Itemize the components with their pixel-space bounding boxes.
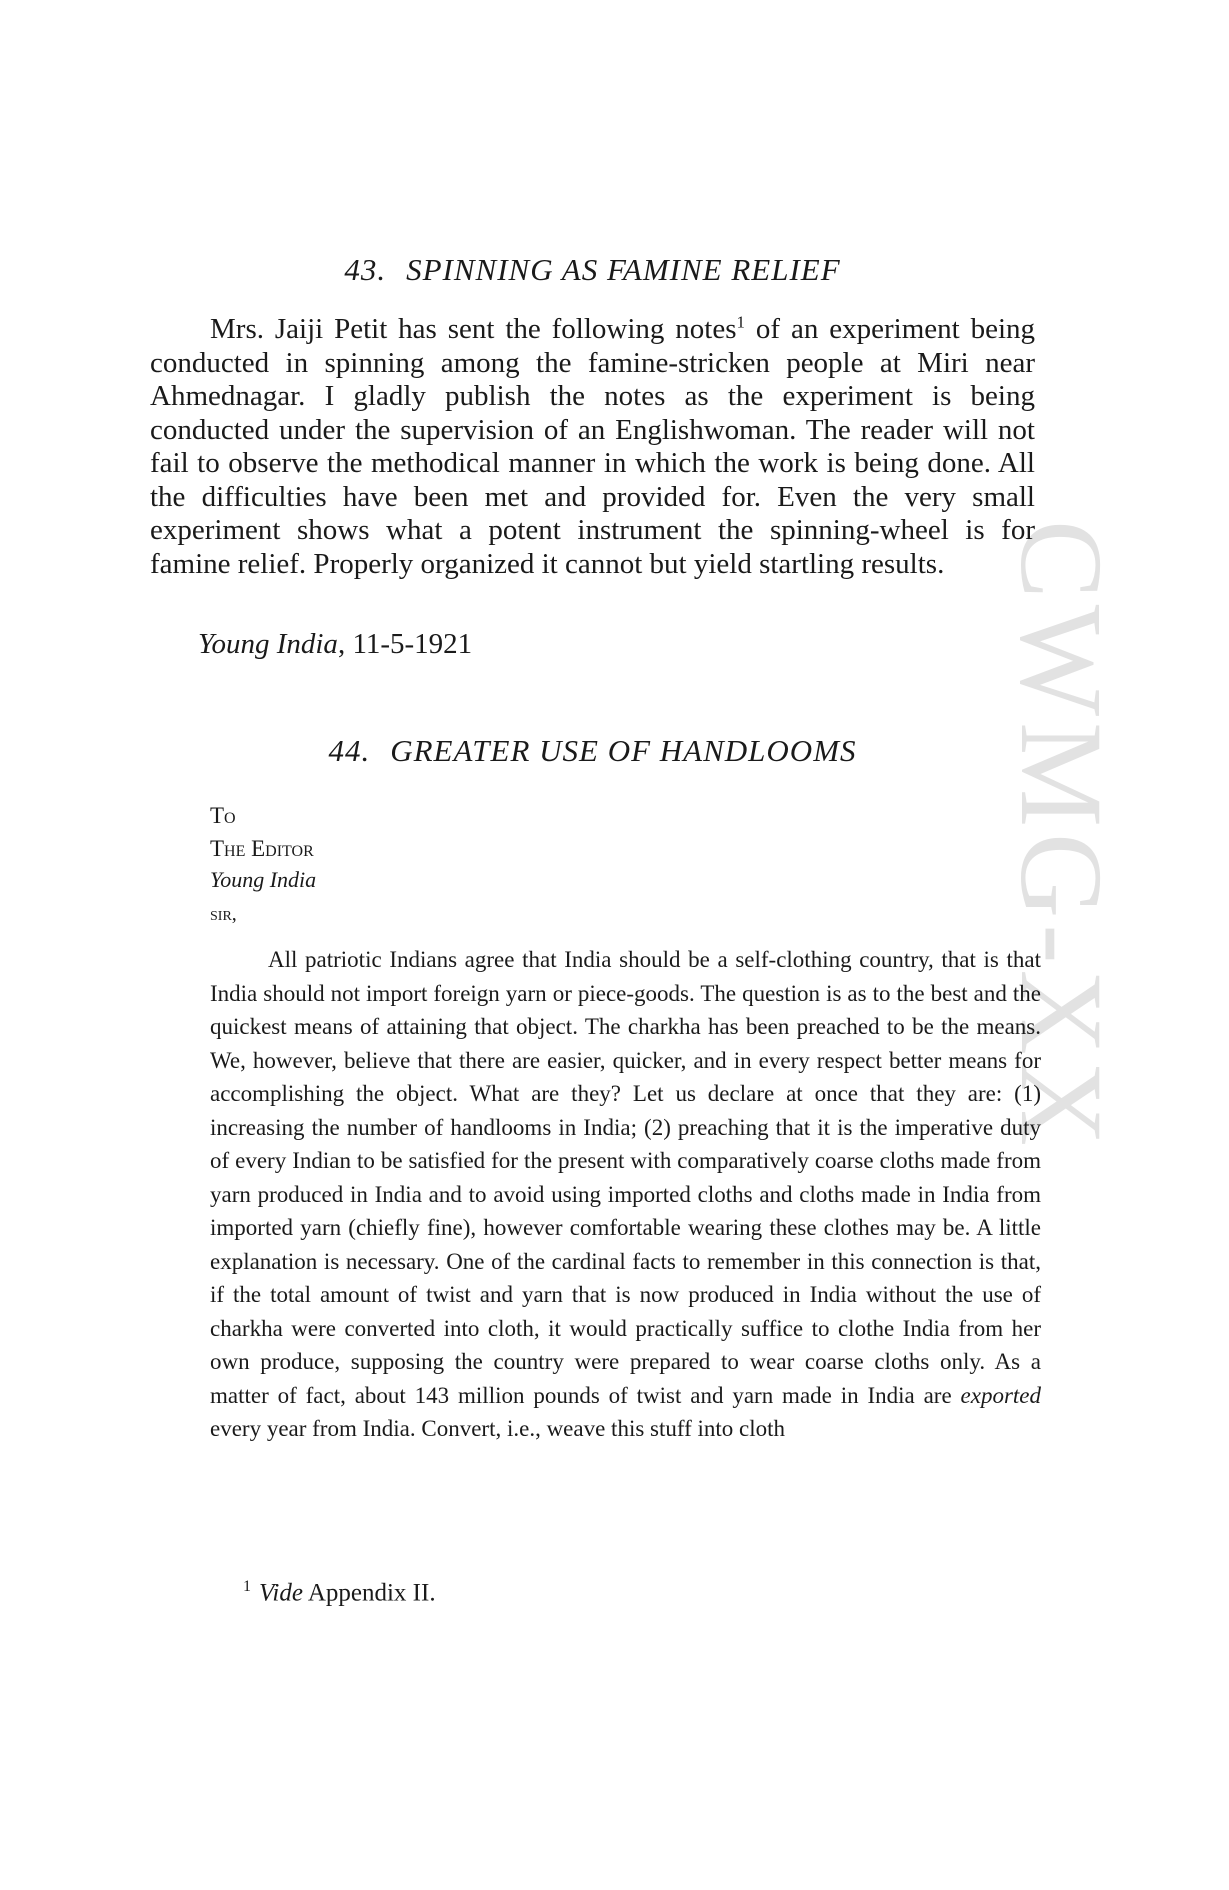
address-editor: The Editor — [210, 836, 314, 861]
article-43-title: SPINNING AS FAMINE RELIEF — [406, 252, 841, 287]
source-date: , 11-5-1921 — [337, 628, 473, 660]
letter-text-start: All patriotic Indians agree that India should be a self-clothing country, that is that India should not import foreign yarn or piece-goods. The question is as to the best and the quickest means of attaining that object. The charkha has been preached to be the means. We, however, believe that there are easier, quicker, and in every respect better means for accomplishing the object. What are they? Let us declare at once that they are: (1) increasing the number of handlooms in India; (2) preaching that it is the imperative duty of every Indian to be satisfied for the present with comparatively coarse cloths made from yarn produced in India and to avoid using imported cloths and cloths made in India from imported yarn (chiefly fine), however comfortable wearing these clothes may be. A little explanation is necessary. One of the cardinal facts to remember in this connection is that, if the total amount of twist and yarn that is now produced in India without the use of charkha were converted into cloth, it would practically suffice to clothe India from her own produce, supposing the country were prepared to wear coarse cloths only. As a matter of fact, about 143 million pounds of twist and yarn made in India are — [210, 947, 1041, 1408]
salutation: sir, — [210, 903, 237, 925]
footnote-marker: 1 — [243, 1578, 251, 1595]
letter-text-end: every year from India. Convert, i.e., weave this stuff into cloth — [210, 1416, 786, 1441]
watermark: CWMG-XX — [996, 520, 1127, 1152]
article-43-text-start: Mrs. Jaiji Petit has sent the following notes — [210, 313, 737, 345]
source-publication: Young India — [198, 628, 338, 660]
footnote — [243, 1578, 436, 1607]
letter-emphasis: exported — [960, 1382, 1041, 1408]
address-publication: Young India — [210, 867, 317, 892]
article-43-number: 43. — [344, 252, 387, 287]
article-44-title: GREATER USE OF HANDLOOMS — [390, 733, 857, 768]
footnote-text: Appendix II. — [302, 1579, 436, 1607]
article-44-number: 44. — [328, 733, 371, 768]
article-43-paragraph — [150, 313, 1035, 581]
address-to: To — [210, 803, 236, 828]
article-44-heading — [150, 733, 1035, 769]
footnote-reference: 1 — [736, 312, 746, 332]
footnote-vide: Vide — [259, 1579, 303, 1607]
article-43-heading — [150, 252, 1035, 288]
article-43-text-rest: of an experiment being conducted in spinning among the famine-stricken people at Miri near Ahmednagar. I gladly publish the notes as the experiment is being conducted under the supervision of an Englishwoman. The reader will not fail to observe the methodical manner in which the work is being done. All the difficulties have been met and provided for. Even the very small experiment shows what a potent instrument the spinning-wheel is for famine relief. Properly organized it cannot but yield startling results. — [150, 313, 1036, 580]
article-43-source — [198, 628, 472, 661]
article-44-letter-body — [210, 943, 1041, 1446]
